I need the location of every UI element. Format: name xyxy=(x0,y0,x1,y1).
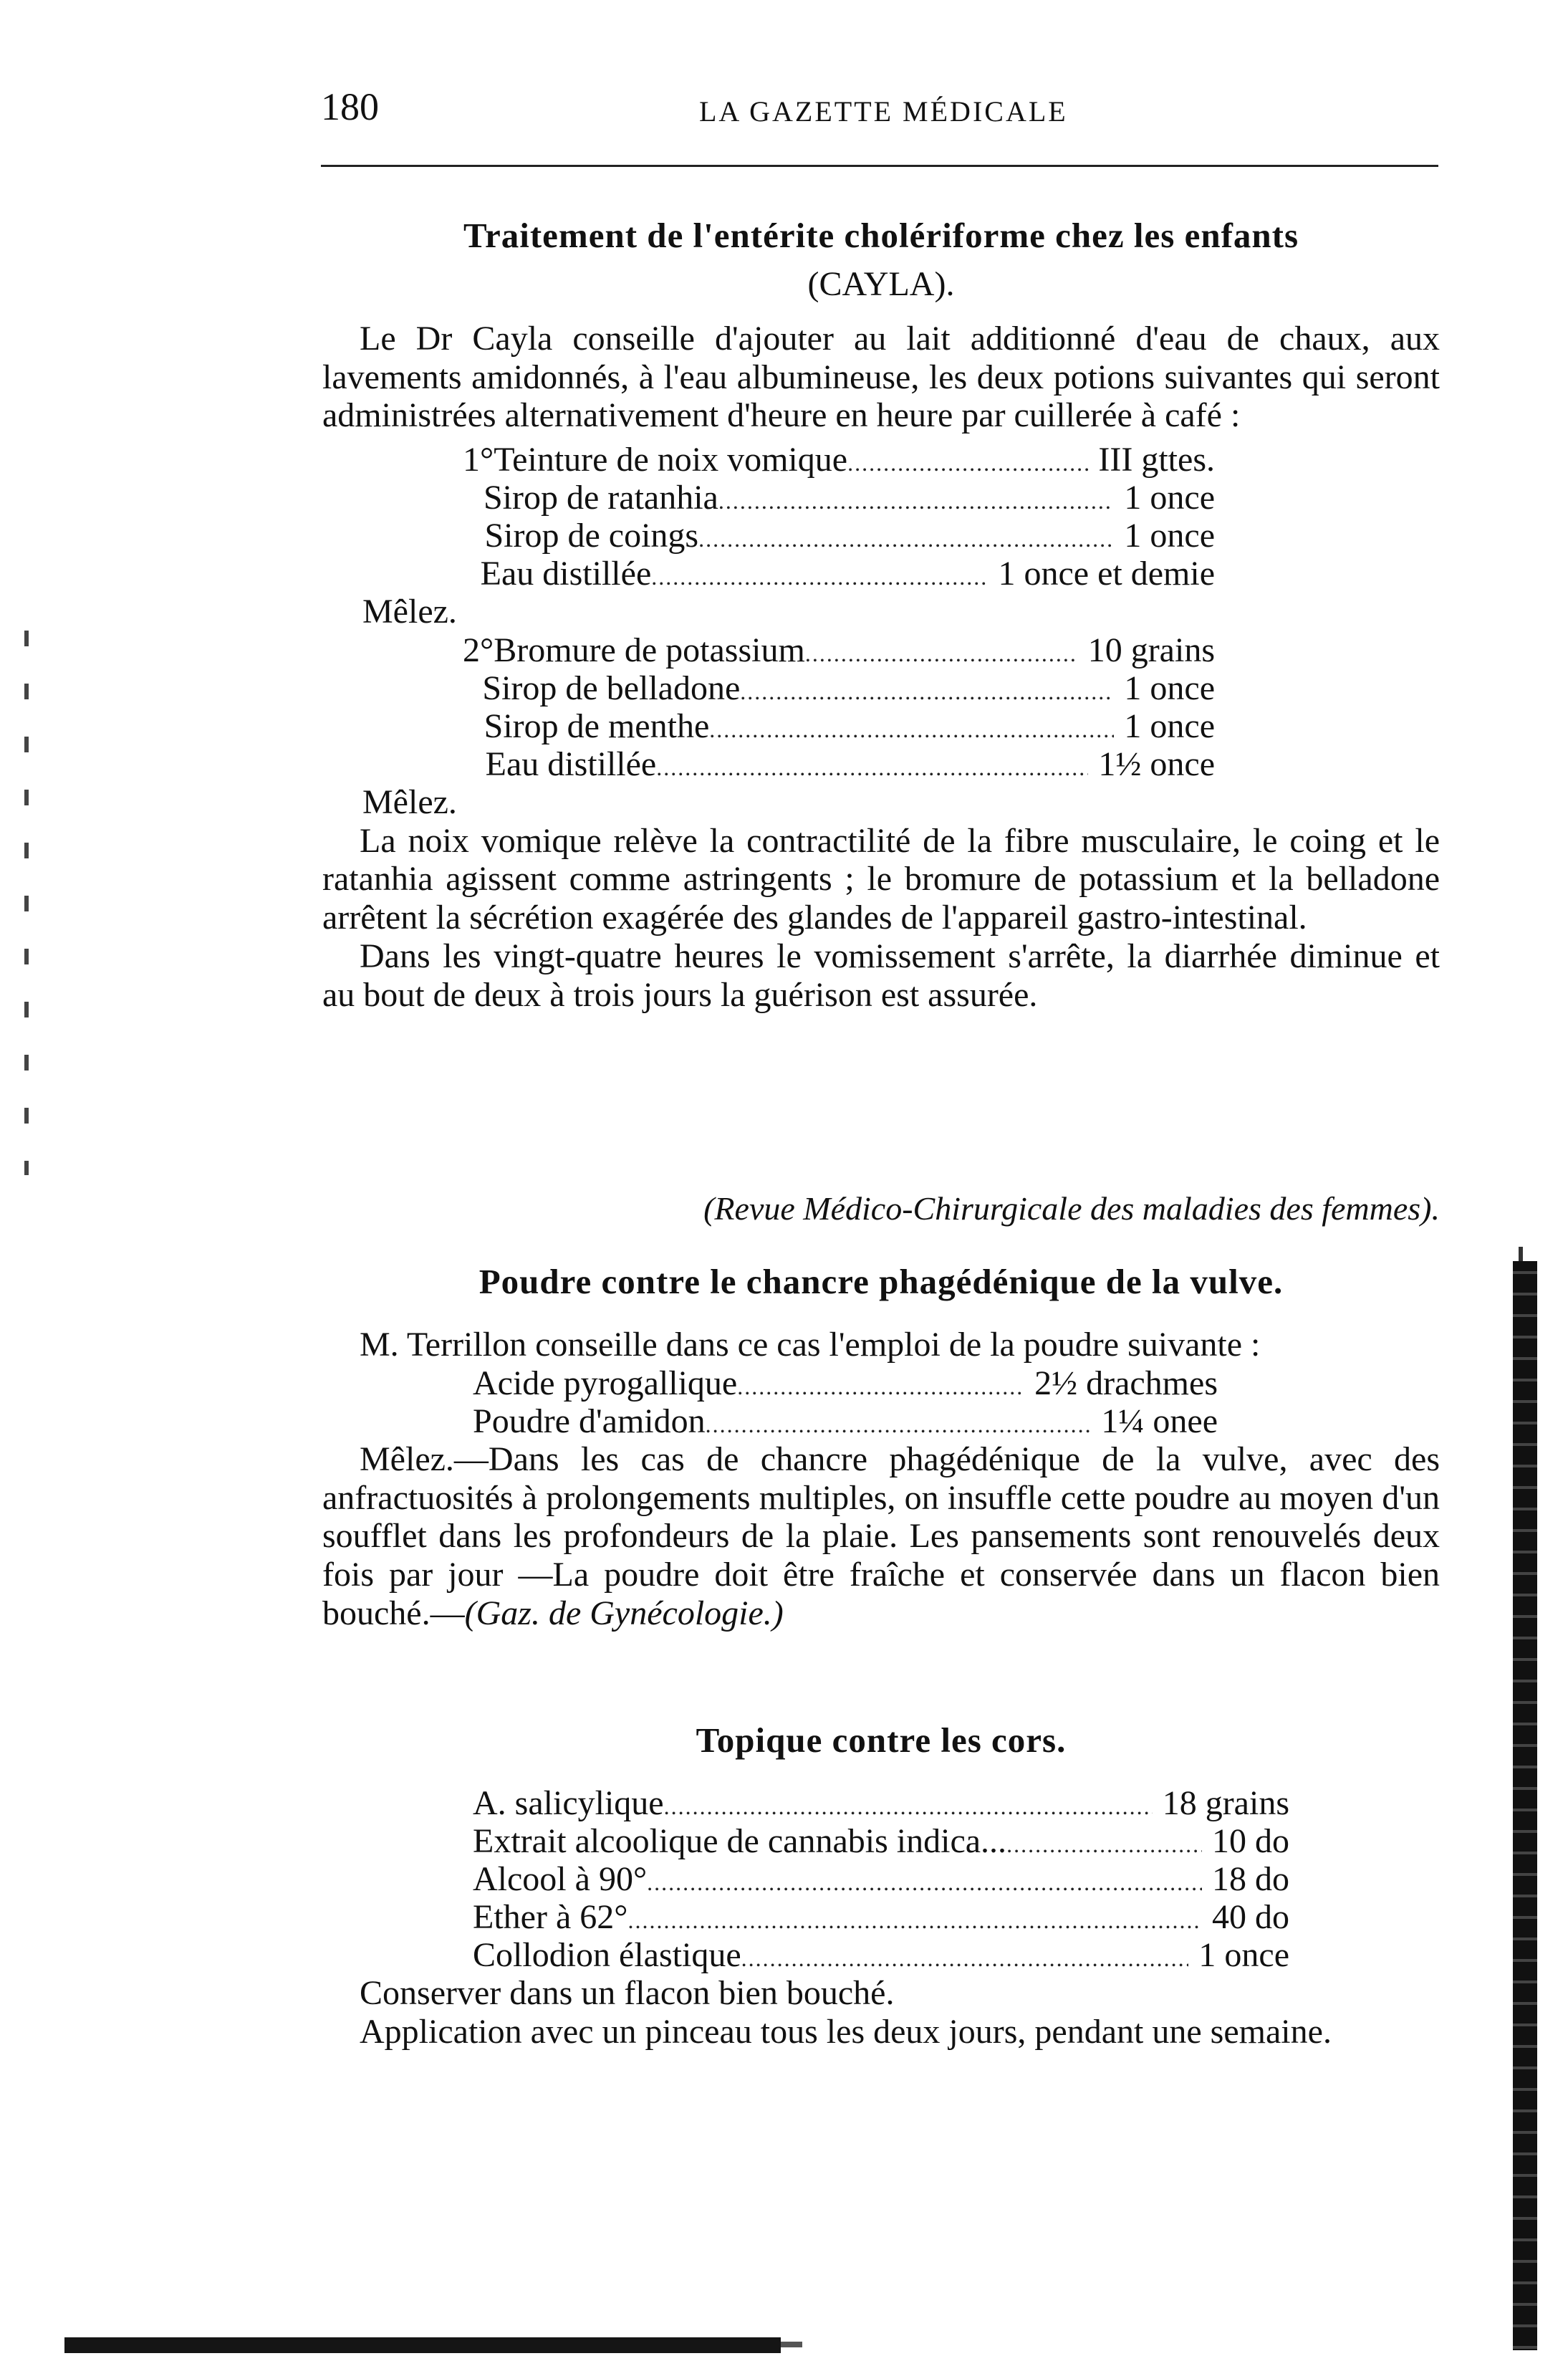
effects-paragraph: La noix vomique relève la contractilité de la fibre musculaire, le coing et le ratanhia agissent comme astringents ; le bromure de potassium et la belladone arrêtent la sécrétion exagérée des glandes de l'appareil gastro-intestinal. xyxy=(322,821,1440,937)
section-attribution: (CAYLA). xyxy=(807,265,955,303)
section-cors xyxy=(322,1784,1440,2051)
melez-note: Mêlez. xyxy=(362,782,457,821)
recipe-line: 1° Teinture de noix vomique ..... III gttes. xyxy=(463,441,1215,479)
section-enterite xyxy=(322,265,1440,1014)
recipe-line: Alcool à 90° ..... 18 do xyxy=(473,1860,1289,1898)
outcome-paragraph: Dans les vingt-quatre heures le vomissement s'arrête, la diarrhée diminue et au bout de deux à trois jours la guérison est assurée. xyxy=(322,937,1440,1014)
recipe-line: Extrait alcoolique de cannabis indica... ..... 10 do xyxy=(473,1822,1289,1860)
potion-1-recipe xyxy=(463,441,1215,593)
recipe-line: Sirop de menthe ..... 1 once xyxy=(463,707,1215,745)
recipe-line: Sirop de ratanhia ..... 1 once xyxy=(463,479,1215,517)
storage-instruction: Conserver dans un flacon bien bouché. xyxy=(360,1974,895,2012)
chancre-recipe xyxy=(473,1364,1218,1440)
scan-bottom-edge-tail xyxy=(781,2342,802,2347)
recipe-line: Ether à 62° ..... 40 do xyxy=(473,1898,1289,1936)
section-chancre xyxy=(322,1326,1440,1633)
recipe-line: A. salicylique ..... 18 grains xyxy=(473,1784,1289,1822)
cors-recipe xyxy=(473,1784,1289,1974)
scan-margin-marks xyxy=(24,631,29,1175)
source-citation-revue: (Revue Médico-Chirurgicale des maladies des femmes). xyxy=(703,1190,1440,1227)
chancre-paragraph: Mêlez.—Dans les cas de chancre phagédénique de la vulve, avec des anfractuosités à prolongements multiples, on insuffle cette poudre au moyen d'un soufflet dans les profondeurs de la plaie. Les pansements sont renouvelés deux fois par jour —La poudre doit être fraîche et conservée dans un flacon bien bouché.—(Gaz. de Gynécologie.) xyxy=(322,1440,1440,1632)
recipe-line: Eau distillée ..... 1½ once xyxy=(463,745,1215,783)
recipe-line: Eau distillée ..... 1 once et demie xyxy=(463,555,1215,593)
section-title-chancre: Poudre contre le chancre phagédénique de la vulve. xyxy=(478,1262,1284,1301)
section-title-cors: Topique contre les cors. xyxy=(696,1720,1067,1760)
page-number: 180 xyxy=(321,85,379,128)
recipe-line: 2° Bromure de potassium ..... 10 grains xyxy=(463,631,1215,669)
potion-2-recipe xyxy=(463,631,1215,783)
intro-paragraph: Le Dr Cayla conseille d'ajouter au lait additionné d'eau de chaux, aux lavements amidonnés, à l'eau albumineuse, les deux potions suivantes qui seront administrées alternativement d'heure en heure par cuillerée à café : xyxy=(322,319,1440,435)
scan-page-edge xyxy=(1513,1261,1537,2350)
recipe-line: Acide pyrogallique ..... 2½ drachmes xyxy=(473,1364,1218,1402)
running-header: LA GAZETTE MÉDICALE xyxy=(699,95,1068,128)
recipe-line: Poudre d'amidon ..... 1¼ onee xyxy=(473,1402,1218,1440)
section-title-enterite: Traitement de l'entérite cholériforme chez les enfants xyxy=(463,216,1299,255)
chancre-intro: M. Terrillon conseille dans ce cas l'emploi de la poudre suivante : xyxy=(360,1326,1261,1364)
header-rule xyxy=(321,165,1438,167)
melez-note: Mêlez. xyxy=(362,593,457,631)
recipe-line: Sirop de coings ..... 1 once xyxy=(463,517,1215,555)
source-citation-gaz: (Gaz. de Gynécologie.) xyxy=(464,1594,784,1632)
recipe-line: Sirop de belladone ..... 1 once xyxy=(463,669,1215,707)
recipe-line: Collodion élastique ..... 1 once xyxy=(473,1936,1289,1974)
application-instruction: Application avec un pinceau tous les deux jours, pendant une semaine. xyxy=(360,2012,1332,2051)
scan-bottom-edge xyxy=(64,2337,781,2353)
